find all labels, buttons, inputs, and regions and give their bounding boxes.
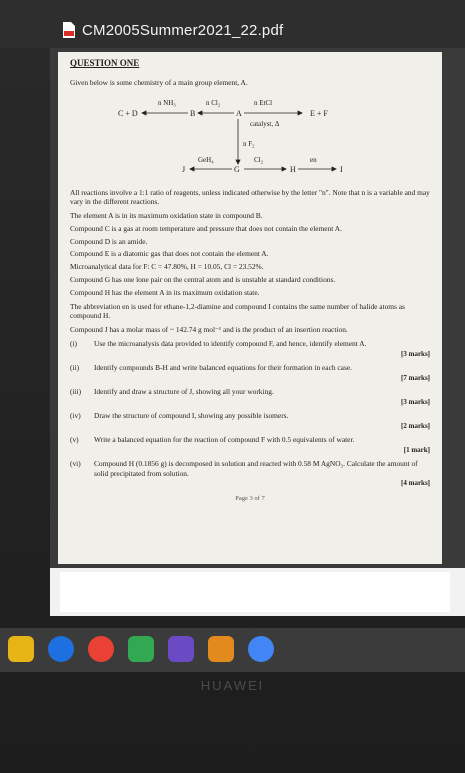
app-icon-tile[interactable]	[168, 636, 194, 662]
window-title: CM2005Summer2021_22.pdf	[82, 22, 284, 39]
reaction-scheme	[70, 92, 430, 180]
note-5: Compound E is a diatomic gas that does not contain the element A.	[70, 249, 269, 259]
device-brand-logo: HUAWEI	[200, 678, 265, 693]
chrome-icon[interactable]	[88, 636, 114, 662]
note-9: The abbreviation en is used for ethane-1,2-diamine and compound I contains the same number of halide atoms as compound H.	[70, 301, 405, 321]
reagent-catalyst: catalyst, Δ	[250, 119, 280, 128]
page-footer: Page 3 of 7	[235, 494, 265, 502]
reaction-scheme-diagram	[70, 92, 430, 180]
part-number: (vi)	[70, 458, 81, 468]
scheme-i: I	[340, 164, 343, 174]
part-marks: [1 mark]	[403, 445, 430, 454]
scheme-a: A	[236, 108, 242, 118]
part-number: (iii)	[70, 386, 82, 396]
scheme-h: H	[290, 164, 296, 174]
reagent-cl2: Cl₂	[254, 155, 264, 164]
app-icon-orange[interactable]	[208, 636, 234, 662]
part-number: (v)	[70, 434, 79, 444]
arrowhead-g-to-j	[190, 167, 194, 171]
reagent-nh3: n NH₃	[158, 98, 176, 107]
part-number: (ii)	[70, 362, 80, 372]
note-1: All reactions involve a 1:1 ratio of reagents, unless indicated otherwise by the letter "n". Note that n is a variable and may vary in the different reactions.	[70, 187, 430, 207]
reagent-nf2: n F₂	[243, 139, 255, 148]
question-part-ii	[70, 363, 430, 383]
window-titlebar	[0, 0, 465, 48]
question-part-i	[70, 339, 430, 359]
arrowhead-a-to-ef	[298, 111, 302, 115]
part-text: Identify and draw a structure of J, showing all your working.	[94, 386, 274, 396]
document-viewer[interactable]	[50, 48, 465, 568]
part-marks: [3 marks]	[401, 349, 430, 358]
part-marks: [3 marks]	[401, 397, 430, 406]
part-text: Use the microanalysis data provided to identify compound F, and hence, identify element A.	[94, 338, 367, 348]
part-text: Identify compounds B-H and write balanced equations for their formation in each case.	[94, 362, 352, 372]
reagent-ncl2: n Cl₂	[206, 98, 221, 107]
app-icon-green[interactable]	[128, 636, 154, 662]
note-2: The element A is in its maximum oxidation state in compound B.	[70, 211, 263, 221]
part-marks: [7 marks]	[401, 373, 430, 382]
next-page-preview	[60, 572, 450, 612]
scheme-j: J	[182, 164, 186, 174]
arrowhead-a-to-g	[236, 160, 240, 164]
pdf-file-icon	[62, 22, 76, 38]
reagent-en: en	[310, 155, 317, 164]
viewer-lower-area	[50, 568, 465, 616]
reagent-geh4: GeH₄	[198, 155, 214, 164]
question-part-v	[70, 435, 430, 455]
arrowhead-b-to-cd	[142, 111, 146, 115]
question-part-iii	[70, 387, 430, 407]
app-icon-yellow[interactable]	[8, 636, 34, 662]
scheme-g: G	[234, 164, 240, 174]
part-text: Write a balanced equation for the reaction of compound F with 0.5 equivalents of water.	[94, 434, 355, 444]
scheme-cd: C + D	[118, 108, 138, 118]
part-marks: [2 marks]	[401, 421, 430, 430]
note-4: Compound D is an amide.	[70, 236, 148, 246]
part-number: (i)	[70, 338, 77, 348]
part-number: (iv)	[70, 410, 81, 420]
app-icon-multicolor[interactable]	[248, 636, 274, 662]
taskbar	[0, 628, 465, 672]
reagent-etcl: n EtCl	[254, 98, 273, 107]
question-heading: QUESTION ONE	[70, 58, 140, 68]
part-text: Draw the structure of compound I, showing any possible isomers.	[94, 410, 289, 420]
note-8: Compound H has the element A in its maximum oxidation state.	[70, 287, 260, 297]
arrowhead-a-to-b	[198, 111, 202, 115]
scheme-ef: E + F	[310, 108, 328, 118]
note-7: Compound G has one lone pair on the central atom and is unstable at standard conditions.	[70, 275, 336, 284]
note-3: Compound C is a gas at room temperature and pressure that does not contain the element A.	[70, 223, 342, 233]
arrowhead-h-to-i	[332, 167, 336, 171]
scheme-b: B	[190, 108, 196, 118]
app-icon-blue-circle[interactable]	[48, 636, 74, 662]
question-part-vi	[70, 459, 430, 489]
pdf-page	[58, 52, 442, 564]
question-part-iv	[70, 411, 430, 431]
note-6: Microanalytical data for F: C = 47.80%, H = 10.05, Cl = 23.52%.	[70, 262, 264, 272]
part-text: Compound H (0.1856 g) is decomposed in solution and reacted with 0.58 M AgNO₃. Calculate the amount of solid precipitated from solution.	[94, 458, 418, 478]
question-intro: Given below is some chemistry of a main group element, A.	[70, 77, 248, 87]
part-marks: [4 marks]	[401, 479, 430, 488]
note-10: Compound J has a molar mass of ~ 142.74 g mol⁻¹ and is the product of an insertion reaction.	[70, 325, 348, 335]
arrowhead-g-to-h	[282, 167, 286, 171]
